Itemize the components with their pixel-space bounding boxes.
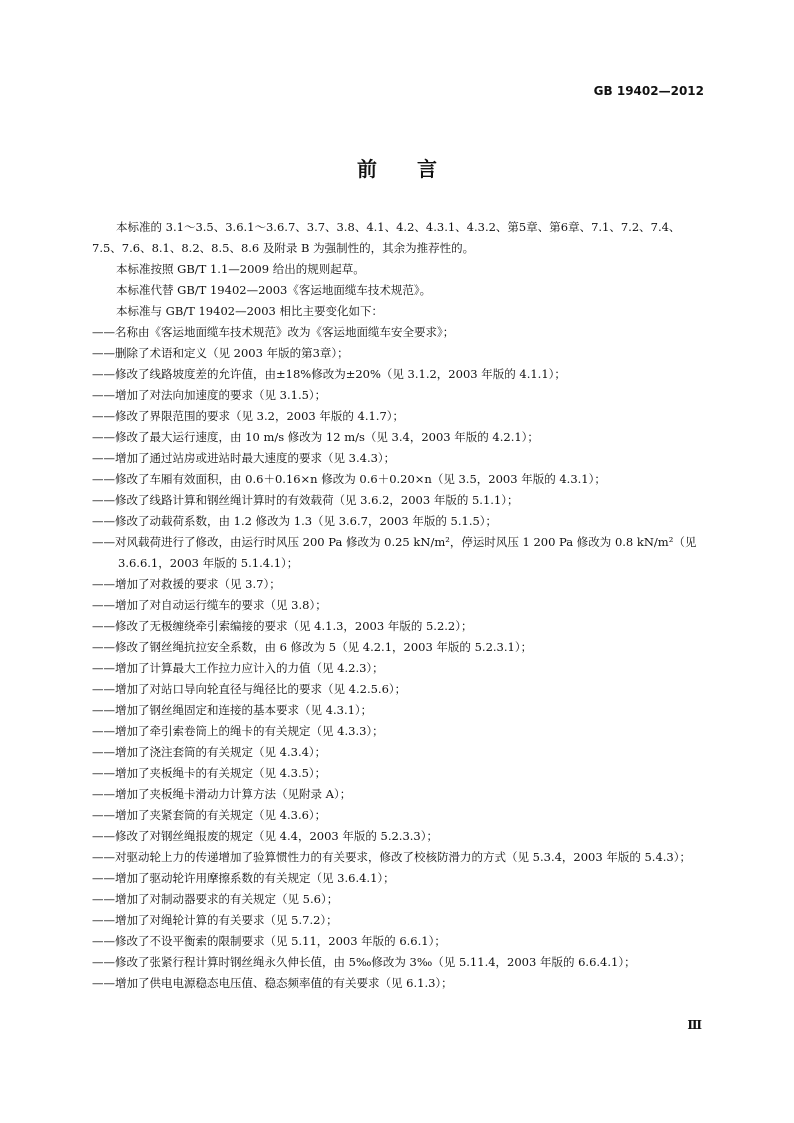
standard-code: GB 19402—2012: [593, 84, 704, 98]
change-item: ——修改了钢丝绳抗拉安全系数，由 6 修改为 5（见 4.2.1，2003 年版的 5.2.3.1）；: [92, 640, 533, 654]
page-number: Ⅲ: [687, 1018, 702, 1032]
change-item: ——修改了车厢有效面积，由 0.6＋0.16×n 修改为 0.6＋0.20×n（见 3.5，2003 年版的 4.3.1）；: [92, 472, 606, 486]
change-item: ——增加了夹板绳卡的有关规定（见 4.3.5）；: [92, 766, 327, 780]
change-item: ——增加了对自动运行缆车的要求（见 3.8）；: [92, 598, 327, 612]
paragraph-replaces: 本标准代替 GB/T 19402—2003《客运地面缆车技术规范》。: [116, 283, 432, 297]
change-item: ——增加了对制动器要求的有关规定（见 5.6）；: [92, 892, 339, 906]
change-item: ——对驱动轮上力的传递增加了验算惯性力的有关要求，修改了校核防滑力的方式（见 5.3.4，2003 年版的 5.4.3）；: [92, 850, 691, 864]
change-item: ——增加了计算最大工作拉力应计入的力值（见 4.2.3）；: [92, 661, 384, 675]
change-item: ——增加了对绳轮计算的有关要求（见 5.7.2）；: [92, 913, 338, 927]
page-title: 前言: [357, 157, 477, 181]
change-item: ——修改了线路坡度差的允许值，由±18%修改为±20%（见 3.1.2，2003 年版的 4.1.1）；: [92, 367, 566, 381]
change-item: ——修改了张紧行程计算时钢丝绳永久伸长值，由 5‰修改为 3‰（见 5.11.4，2003 年版的 6.6.4.1）；: [92, 955, 636, 969]
paragraph-drafting-rules: 本标准按照 GB/T 1.1—2009 给出的规则起草。: [116, 262, 365, 276]
change-item: ——增加了浇注套筒的有关规定（见 4.3.4）；: [92, 745, 327, 759]
change-item: ——增加了夹紧套筒的有关规定（见 4.3.6）；: [92, 808, 327, 822]
change-item: ——增加了钢丝绳固定和连接的基本要求（见 4.3.1）；: [92, 703, 373, 717]
change-item: ——增加了对法向加速度的要求（见 3.1.5）；: [92, 388, 327, 402]
change-item: ——增加了驱动轮许用摩擦系数的有关规定（见 3.6.4.1）；: [92, 871, 395, 885]
change-item: ——增加了对站口导向轮直径与绳径比的要求（见 4.2.5.6）；: [92, 682, 407, 696]
change-item: ——修改了不设平衡索的限制要求（见 5.11，2003 年版的 6.6.1）；: [92, 934, 446, 948]
change-item: ——删除了术语和定义（见 2003 年版的第3章）；: [92, 346, 349, 360]
change-item: ——名称由《客运地面缆车技术规范》改为《客运地面缆车安全要求》；: [92, 325, 455, 339]
foreword-body: [92, 217, 704, 994]
change-item: ——修改了无极缠绕牵引索编接的要求（见 4.1.3，2003 年版的 5.2.2）；: [92, 619, 473, 633]
change-item: ——修改了线路计算和钢丝绳计算时的有效载荷（见 3.6.2，2003 年版的 5.1.1）；: [92, 493, 519, 507]
change-item: ——增加了通过站房或进站时最大速度的要求（见 3.4.3）；: [92, 451, 396, 465]
change-item: ——修改了界限范围的要求（见 3.2，2003 年版的 4.1.7）；: [92, 409, 405, 423]
change-item: ——对风载荷进行了修改，由运行时风压 200 Pa 修改为 0.25 kN/m²，停运时风压 1 200 Pa 修改为 0.8 kN/m²（见 3.6.6.1，2003 年版的 5.1.4.1）；: [92, 535, 697, 570]
change-item: ——增加了夹板绳卡滑动力计算方法（见附录 A）；: [92, 787, 352, 801]
paragraph-mandatory-clauses: 本标准的 3.1～3.5、3.6.1～3.6.7、3.7、3.8、4.1、4.2、4.3.1、4.3.2、第5章、第6章、7.1、7.2、7.4、7.5、7.6、8.1、8.2、8.5、8.6 及附录 B 为强制性的，其余为推荐性的。: [92, 220, 681, 255]
change-item: ——增加了牵引索卷筒上的绳卡的有关规定（见 4.3.3）；: [92, 724, 384, 738]
change-item: ——增加了供电电源稳态电压值、稳态频率值的有关要求（见 6.1.3）；: [92, 976, 453, 990]
change-item: ——修改了对钢丝绳报废的规定（见 4.4，2003 年版的 5.2.3.3）；: [92, 829, 439, 843]
change-item: ——修改了动载荷系数，由 1.2 修改为 1.3（见 3.6.7，2003 年版的 5.1.5）；: [92, 514, 498, 528]
paragraph-changes-intro: 本标准与 GB/T 19402—2003 相比主要变化如下：: [116, 304, 383, 318]
change-item: ——增加了对救援的要求（见 3.7）；: [92, 577, 281, 591]
change-item: ——修改了最大运行速度，由 10 m/s 修改为 12 m/s（见 3.4，2003 年版的 4.2.1）；: [92, 430, 539, 444]
